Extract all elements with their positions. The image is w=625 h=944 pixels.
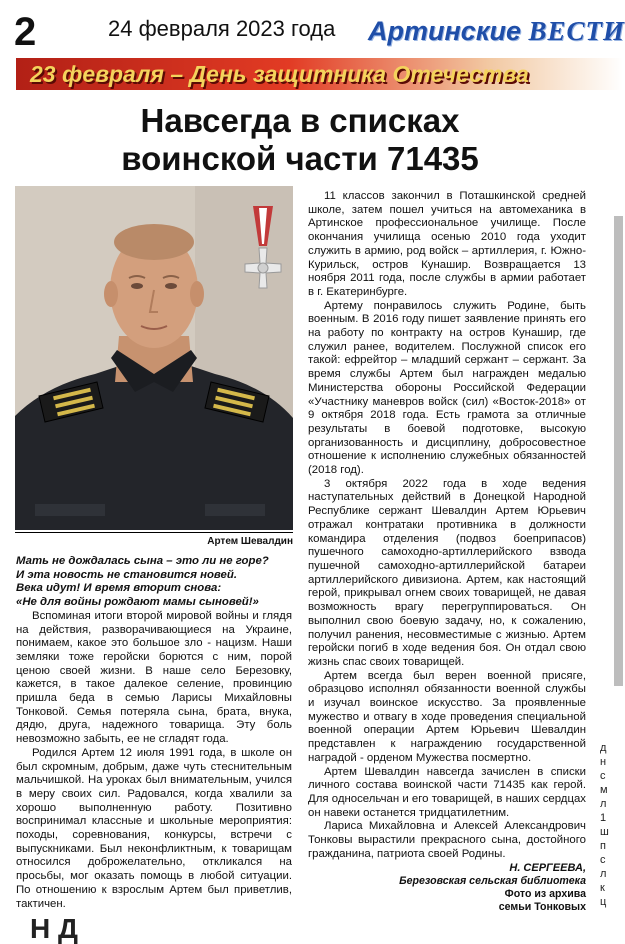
- page-number: 2: [14, 10, 37, 54]
- epigraph-line: Мать не дождалась сына – это ли не горе?: [16, 555, 269, 567]
- fragment-char: ш: [600, 826, 609, 838]
- article-column-2: [308, 190, 586, 914]
- photo-credit-line: семьи Тонковых: [498, 901, 586, 914]
- article-paragraph: 3 октября 2022 года в ходе ведения наступательных действий в Донецкой Народной Республике сержант Шевалдин Артем Юрьевич отражал контратаки противника в должности командира отделения (подвоз боеприпасов) пушечного самоходно-артиллерийского взвода пушечной самоходно-артиллерийской батареи артиллерийского дивизиона. Артем, как настоящий герой, прикрывал огнем своих товарищей, не давая возможность врагу перегруппироваться. Он выполнил свою боевую задачу, но, к сожалению, получил ранения, несовместимые с жизнью. Артем геройски погиб в ходе ведения боя. Он отдал свою жизнь спас своих товарищей.: [308, 477, 586, 668]
- article-paragraph: Вспоминая итоги второй мировой войны и глядя на действия, разворачивающиеся на Украине, понимаем, какое это большое зло - нацизм. Наши земляки тоже геройски борются с ним, порой ценою своей жизни. В наше село Березовку, кажется, в такое далекое селение, провинцию пришла беда в семью Ларисы Михайловны Тонковой. Семья потеряла сына, брата, внука, дядю, друга, надежного товарища. Эту боль невозможно забыть, ее не сгладят года.: [16, 609, 292, 746]
- portrait-illustration: [15, 186, 293, 530]
- next-article-headline-fragment: Н Д: [30, 913, 78, 944]
- epigraph-line: «Не для войны рождают мамы сыновей!»: [16, 596, 259, 609]
- article-paragraph: Артему понравилось служить Родине, быть военным. В 2016 году пишет заявление принять его на работу по контракту на остров Кунашир, где служил ранее, водителем. Послужной список его такой: ефрейтор – младший сержант – сержант. За время службы Артем был награжден медалью Министерства обороны Российской Федерации «Участнику маневров войск (сил) «Восток-2018» от 9 октября 2018 года. Есть грамота за отличные результаты в боевой подготовке, высокую организованность и дисциплину, добросовестное отношение к исполнению служебных обязанностей (2018 год).: [308, 299, 586, 477]
- article-column-1: [16, 555, 292, 911]
- adjacent-article-fragment: [600, 186, 623, 928]
- fragment-char: 1: [600, 812, 607, 824]
- article-paragraph: 11 классов закончил в Поташкинской средней школе, затем пошел учиться на автомеханика в Артинское профессиональное училище. После окончания училища осенью 2010 года уходит служить в армию, род войск – артиллерия, г. Южно-Курильск, остров Кунашир. Возвращается 13 ноября 2011 года, после службы в армии работает в г. Екатеринбурге.: [308, 190, 586, 298]
- headline-line-1: Навсегда в списках: [140, 102, 460, 139]
- issue-date: 24 февраля 2023 года: [108, 16, 336, 41]
- masthead-word-1: Артинские: [368, 16, 522, 46]
- fragment-char: п: [600, 840, 606, 852]
- epigraph-line: И эта новость не становится новей.: [16, 568, 237, 581]
- article-paragraph: Артем Шевалдин навсегда зачислен в списки личного состава воинской части 71435 как герой. Для односельчан и его товарищей, в наших сердцах он навеки останется тридцатилетним.: [308, 765, 586, 819]
- fragment-char: л: [600, 868, 607, 880]
- fragment-char: м: [600, 784, 608, 796]
- article-paragraph: Артем всегда был верен военной присяге, образцово исполнял обязанности военной службы и изучал воинское искусство. За проявленные мужество и отвагу в ходе проведения специальной военной операции Артем Юрьевич Шевалдин представлен к награждению государственной наградой - орденом Мужества посмертно.: [308, 669, 586, 764]
- article-signature: [308, 862, 586, 914]
- adjacent-photo-edge: [614, 216, 623, 686]
- soldier-portrait-photo: [15, 186, 293, 530]
- article-paragraph: Родился Артем 12 июля 1991 года, в школе он был скромным, добрым, даже чуть стеснительным мальчишкой. На уроках был внимательным, учился в меру своих сил. Радовался, когда хвалили за хорошо выполненную работу. Позитивно воспринимал классные и школьные мероприятия: походы, соревнования, конкурсы, встречи с выпускниками. Был неконфликтным, к товарищам относился доброжелательно, откликался на просьбы, мог оказать помощь в любой ситуации. По отношению к взрослым Артем был приветлив, тактичен.: [16, 746, 292, 910]
- headline-line-2: воинской части 71435: [121, 140, 479, 177]
- fragment-char: с: [600, 854, 606, 866]
- article-headline: [60, 102, 540, 178]
- fragment-char: к: [600, 882, 605, 894]
- article-paragraph: Лариса Михайловна и Алексей Александрович Тонковы вырастили прекрасного сына, достойного гражданина, патриота своей Родины.: [308, 820, 586, 860]
- fragment-char: л: [600, 798, 607, 810]
- photo-credit-line: Фото из архива: [504, 888, 586, 901]
- section-banner: [16, 58, 623, 90]
- fragment-char: н: [600, 756, 607, 768]
- fragment-char: с: [600, 770, 606, 782]
- photo-caption: Артем Шевалдин: [15, 532, 293, 551]
- author-name: Н. СЕРГЕЕВА,: [509, 862, 586, 875]
- epigraph-poem: [16, 555, 292, 610]
- section-banner-text: 23 февраля – День защитника Отечества: [30, 61, 529, 87]
- masthead-word-2: ВЕСТИ: [528, 16, 625, 46]
- fragment-char: д: [600, 742, 607, 754]
- epigraph-line: Века идут! И время вторит снова:: [16, 582, 222, 595]
- author-affiliation: Березовская сельская библиотека: [399, 875, 586, 888]
- fragment-char: ц: [600, 896, 607, 908]
- newspaper-masthead: [368, 14, 623, 48]
